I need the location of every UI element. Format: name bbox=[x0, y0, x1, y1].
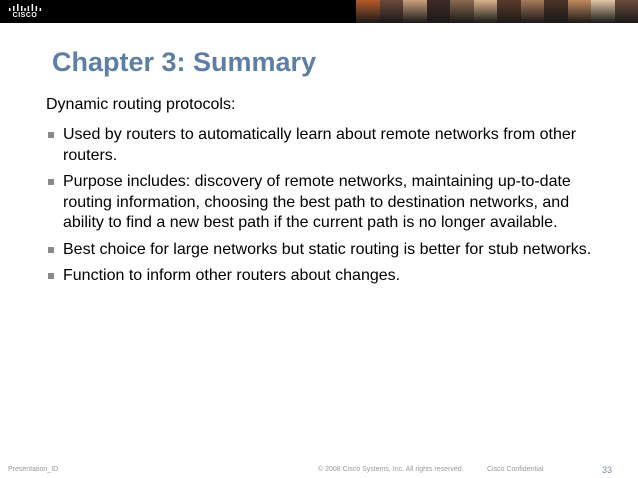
cisco-bridge-icon bbox=[8, 3, 42, 12]
bullet-text: Best choice for large networks but static routing is better for stub networks. bbox=[63, 240, 592, 258]
header-photo bbox=[356, 0, 380, 23]
slide-title: Chapter 3: Summary bbox=[52, 47, 317, 77]
page-number: 33 bbox=[602, 465, 613, 475]
cisco-logo bbox=[5, 3, 45, 21]
square-bullet-icon bbox=[48, 273, 54, 279]
bullet-item bbox=[46, 240, 606, 261]
footer-confidential: Cisco Confidential bbox=[487, 466, 544, 473]
square-bullet-icon bbox=[48, 132, 54, 138]
footer-presentation-id: Presentation_ID bbox=[8, 466, 59, 473]
header-bar bbox=[0, 0, 638, 23]
bullet-item bbox=[46, 266, 606, 287]
photo-strip bbox=[356, 0, 638, 23]
header-photo bbox=[450, 0, 474, 23]
header-photo bbox=[615, 0, 638, 23]
header-photo bbox=[474, 0, 498, 23]
bullet-item bbox=[46, 172, 606, 234]
header-photo bbox=[380, 0, 404, 23]
footer-copyright: © 2008 Cisco Systems, Inc. All rights reserved. bbox=[318, 466, 464, 473]
square-bullet-icon bbox=[48, 247, 54, 253]
header-photo bbox=[544, 0, 568, 23]
header-photo bbox=[591, 0, 615, 23]
bullet-item bbox=[46, 125, 606, 166]
cisco-logo-text: CISCO bbox=[12, 12, 38, 19]
header-photo bbox=[568, 0, 592, 23]
header-photo bbox=[403, 0, 427, 23]
square-bullet-icon bbox=[48, 179, 54, 185]
header-photo bbox=[521, 0, 545, 23]
bullet-list bbox=[46, 125, 606, 293]
bullet-text: Purpose includes: discovery of remote networks, maintaining up-to-date routing information, choosing the best path to destination networks, and ability to find a new best path if the current path is no longer available. bbox=[63, 173, 571, 231]
intro-text: Dynamic routing protocols: bbox=[46, 96, 236, 113]
bullet-text: Used by routers to automatically learn about remote networks from other routers. bbox=[63, 126, 577, 164]
header-photo bbox=[497, 0, 521, 23]
bullet-text: Function to inform other routers about changes. bbox=[63, 267, 401, 284]
header-photo bbox=[427, 0, 451, 23]
